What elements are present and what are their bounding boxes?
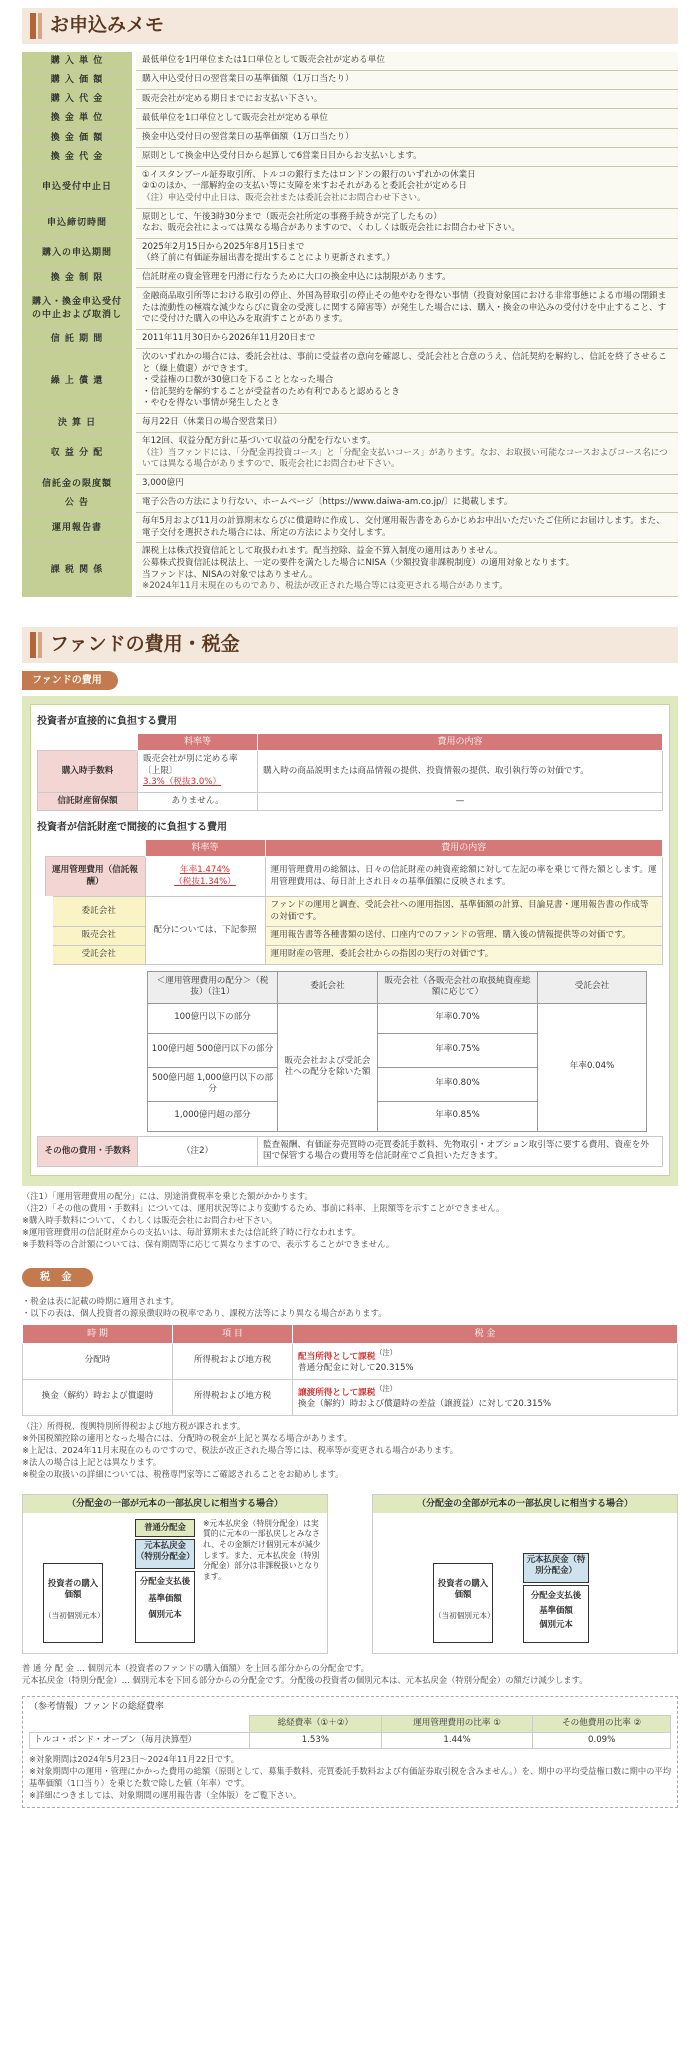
memo-value-line: （終了前に有価証券届出書を提出することにより更新されます。） [142,253,395,264]
note-line: ・税金は表に記載の時期に適用されます。 [22,1296,179,1307]
retention-rate: ありません。 [138,792,258,811]
col-content-header: 費用の内容 [265,839,663,856]
memo-value-line: 原則として換金申込受付日から起算して6営業日目からお支払いします。 [142,150,422,161]
memo-value [134,71,678,90]
tax-row-item: 所得税および地方税 [173,1379,293,1415]
ref-h0 [30,1716,250,1733]
memo-value-line: 2025年2月15日から2025年8月15日まで [142,241,305,252]
memo-value [134,269,678,288]
def-refund: 元本払戻金（特別分配金）… 個別元本を下回る部分からの分配金です。分配後の投資者の個別元本は、元本払戻金（特別分配金）の額だけ減少します。 [22,1674,588,1685]
memo-value [134,513,678,543]
memo-row [22,288,678,330]
memo-key: 公 告 [22,494,134,513]
memo-key: 申込締切時間 [22,208,134,238]
retention-label: 信託財産留保額 [38,792,138,811]
other-fee-rate: （注2） [138,1136,258,1166]
diagram-partial [22,1494,328,1654]
purchase-fee-content: 購入時の商品説明または商品情報の提供、投資情報の提供、取引執行等の対価です。 [258,750,663,792]
memo-value-line: 毎月22日（休業日の場合翌営業日） [142,417,282,428]
alloc-table [147,971,647,1132]
ref-box [22,1696,678,1808]
fees-title: ファンドの費用・税金 [50,632,240,655]
purchase-fee-cap: 〔上限〕 [143,765,178,776]
memo-value-line: ・信託契約を解約することが受益者のため有利であると認めるとき [142,386,400,397]
ref-h1: 総経費率（①＋②） [250,1716,382,1733]
alloc-hanbai-rate: 年率0.70% [378,1003,538,1033]
diagram-right-body [373,1513,677,1653]
memo-table [22,52,678,597]
diagram-left-title: （分配金の一部が元本の一部払戻しに相当する場合） [23,1495,327,1513]
memo-row [22,52,678,71]
note-line: ※法人の場合は上記とは異なります。 [22,1456,162,1467]
tax-row-tax [293,1343,678,1379]
fund-fees-tab: ファンドの費用 [22,671,118,691]
memo-value-line: なお、販売会社によっては異なる場合がありますので、くわしくは販売会社にお問合わせ下さい。 [142,223,520,234]
alloc-hanbai-rate: 年率0.75% [378,1033,538,1067]
tax-row-when: 換金（解約）時および償還時 [23,1379,173,1415]
memo-value-line: ・やむを得ない事情が発生したとき [142,398,280,409]
note-line: （注2）「その他の費用・手数料」については、運用状況等により変動するため、事前に料率、上限額等を示すことができません。 [22,1202,505,1213]
memo-row [22,238,678,268]
memo-value [134,109,678,128]
memo-value-line: ②①のほか、一部解約金の支払い等に支障を来すおそれがあると委託会社が定める日 [142,181,467,192]
alloc-tier: 100億円超 500億円以下の部分 [148,1033,278,1067]
memo-value-line: ①イスタンブール証券取引所、トルコの銀行またはロンドンの銀行のいずれかの休業日 [142,169,476,180]
memo-row [22,349,678,414]
memo-value [134,349,678,414]
ref-notes [29,1753,671,1801]
tax-rate-text: 普通分配金に対して20.315% [298,1363,414,1374]
indirect-fees-title: 投資者が信託財産で間接的に負担する費用 [37,822,227,834]
memo-key: 購 入 価 額 [22,71,134,90]
after-dist-label: 分配金支払後 [139,1575,191,1586]
alloc-h2: 委託会社 [278,971,378,1003]
alloc-note: 配分については、下記参照 [145,897,265,964]
tax-type: 譲渡所得として課税 [298,1387,376,1398]
tax-header-item: 項 目 [173,1324,293,1343]
memo-value-line: ※2024年11月末現在のものであり、税法が改正された場合等には変更される場合があります。 [142,581,508,592]
mgmt-fee-rate-value: 年率1.474% [180,864,230,875]
memo-value-line: 電子公告の方法により行ない、ホームページ〔https://www.daiwa-am.co.jp/〕に掲載します。 [142,497,513,508]
alloc-itaku: 販売会社および受託会社への配分を除いた額 [278,1003,378,1131]
tax-sup: （注） [375,1383,397,1393]
party-itaku-label: 委託会社 [45,897,145,927]
memo-value [134,288,678,330]
tax-row-item: 所得税および地方税 [173,1343,293,1379]
party-jutaku-label: 受託会社 [45,945,145,964]
tax-header-tax: 税 金 [293,1324,678,1343]
tax-sup: （注） [375,1347,397,1357]
memo-value [134,166,678,208]
memo-value-line: 年12回、収益分配方針に基づいて収益の分配を行ないます。 [142,436,376,447]
memo-key: 課 税 関 係 [22,543,134,596]
memo-value [134,52,678,71]
other-fee-label: その他の費用・手数料 [38,1136,138,1166]
other-fee-table [37,1136,663,1167]
memo-value [134,90,678,109]
alloc-h3: 販売会社（各販売会社の取扱純資産総額に応じて） [378,971,538,1003]
memo-value-line: 毎年5月および11月の計算期末ならびに償還時に作成し、交付運用報告書をあらかじめお申出いただいたご住所にお届けします。また、電子交付を選択された場合には、所定の方法により交付します。 [142,516,665,538]
note-line: ※外国税額控除の適用となった場合には、分配時の税金が上記と異なる場合があります。 [22,1432,352,1443]
memo-key: 換 金 単 位 [22,109,134,128]
purchase-fee-rate [138,750,258,792]
alloc-tier: 1,000億円超の部分 [148,1101,278,1131]
title-bar-accent-icon [38,13,42,39]
alloc-h1: ＜運用管理費用の配分＞（税抜）（注1） [148,971,278,1003]
memo-value-line: 金融商品取引所等における取引の停止、外国為替取引の停止その他やむを得ない事情（投資対象国における非常事態による市場の閉鎖または流動性の極端な減少ならびに資金の受渡しに関する障害等）が発生した場合には、購入・換金の申込みの受付けを中止すること、すでに受付けた購入の申込みを取消すことがあります。 [142,291,667,325]
memo-value [134,494,678,513]
nav-label: 基準価額 [539,1605,573,1616]
indirect-fee-table [37,839,663,965]
memo-row [22,543,678,596]
col-content-header: 費用の内容 [258,733,663,750]
memo-key: 購入・換金申込受付の中止および取消し [22,288,134,330]
tax-row-when: 分配時 [23,1343,173,1379]
note-line: ※上記は、2024年11月末現在のものですので、税法が改正された場合等には、税率等が変更される場合があります。 [22,1444,459,1455]
purchase-price-label: 投資者の購入価額 [47,1577,99,1600]
col-rate-header: 料率等 [145,839,265,856]
alloc-hanbai-rate: 年率0.80% [378,1067,538,1101]
party-itaku-content: ファンドの運用と調査、受託会社への運用指図、基準価額の計算、目論見書・運用報告書の作成等の対価です。 [265,897,663,927]
memo-row [22,269,678,288]
fee-box [22,696,678,1186]
other-fee-content: 監査報酬、有価証券売買時の売買委託手数料、先物取引・オプション取引等に要する費用、資産を外国で保管する場合の費用等を信託財産でご負担いただきます。 [258,1136,663,1166]
diagram-full [372,1494,678,1654]
tax-bullets [22,1295,678,1319]
memo-value-line: 信託財産の資金管理を円滑に行なうために大口の換金申込には制限があります。 [142,272,451,283]
individual-label: （当初個別元本） [434,1610,495,1620]
note-line: ・以下の表は、個人投資者の源泉徴収時の税率であり、課税方法等により異なる場合があります。 [22,1308,387,1319]
memo-value-line: 購入申込受付日の翌営業日の基準価額（1万口当たり） [142,74,354,85]
memo-value-line: （注）申込受付中止日は、販売会社または委託会社にお問合わせ下さい。 [142,193,426,204]
diagram-right-title: （分配金の全部が元本の一部払戻しに相当する場合） [373,1495,677,1513]
memo-value-line: 公募株式投資信託は税法上、一定の要件を満たした場合にNISA（少額投資非課税制度）の適用対象となります。 [142,558,575,569]
memo-value-line: 2011年11月30日から2026年11月20日まで [142,333,316,344]
nav-label: 基準価額 [148,1593,182,1604]
memo-key: 購 入 代 金 [22,90,134,109]
alloc-hanbai-rate: 年率0.85% [378,1101,538,1131]
memo-row [22,166,678,208]
party-hanbai-content: 運用報告書等各種書類の送付、口座内でのファンドの管理、購入後の情報提供等の対価です。 [265,927,663,946]
left-after-box [135,1571,195,1643]
ref-mgmt: 1.44% [381,1732,533,1749]
note-line: ※運用管理費用の信託財産からの支払いは、毎計算期末または信託終了時に行なわれます。 [22,1226,361,1237]
party-hanbai-label: 販売会社 [45,927,145,946]
memo-value [134,433,678,475]
left-note: ※元本払戻金（特別分配金）は実質的に元本の一部払戻しとみなされ、その金額だけ個別元本が減少します。また、元本払戻金（特別分配金）部分は非課税扱いとなります。 [203,1518,321,1581]
note-line: （注）所得税、復興特別所得税および地方税が課されます。 [22,1420,246,1431]
memo-row [22,147,678,166]
mgmt-fee-rate [145,856,265,896]
memo-value-line: 3,000億円 [142,478,184,489]
memo-value [134,208,678,238]
memo-value [134,329,678,348]
principal-refund-box: 元本払戻金（特別分配金） [523,1553,589,1583]
tax-type: 配当所得として課税 [298,1351,376,1362]
tax-rate-text: 換金（解約）時および償還時の差益（譲渡益）に対して20.315% [298,1399,552,1410]
memo-value [134,474,678,493]
mgmt-fee-rate-ex-tax: （税抜1.34%） [174,876,236,887]
alloc-jutaku-rate: 年率0.04% [538,1003,647,1131]
memo-value [134,238,678,268]
memo-value-line: 当ファンドは、NISAの対象ではありません。 [142,569,318,580]
memo-key: 購 入 単 位 [22,52,134,71]
indiv-principal-label: 個別元本 [539,1618,573,1629]
memo-key: 繰 上 償 還 [22,349,134,414]
memo-row [22,474,678,493]
memo-row [22,71,678,90]
ref-h2: 運用管理費用の比率 ① [381,1716,533,1733]
memo-title: お申込みメモ [50,14,165,37]
tax-notes [22,1420,678,1480]
fee-inner [30,704,670,1176]
party-jutaku-content: 運用財産の管理、委託会社からの指図の実行の対価です。 [265,945,663,964]
fee-notes [22,1190,678,1250]
tax-label: 税 金 [22,1268,93,1288]
right-after-box [523,1585,589,1643]
memo-row [22,128,678,147]
after-dist-label: 分配金支払後 [530,1589,582,1600]
ref-other: 0.09% [533,1732,671,1749]
ref-fund-name: トルコ・ボンド・オープン（毎月決算型） [30,1732,250,1749]
def-normal: 普 通 分 配 金 … 個別元本（投資者のファンドの購入価額）を上回る部分からの分配金です。 [22,1662,369,1673]
fees-section-title [22,627,678,663]
tax-table [22,1324,678,1416]
memo-key: 申込受付中止日 [22,166,134,208]
direct-fee-table [37,733,663,812]
memo-value [134,128,678,147]
alloc-h4: 受託会社 [538,971,647,1003]
memo-value-line: 換金申込受付日の翌営業日の基準価額（1万口当たり） [142,131,354,142]
note-line: ※対象期間中の運用・管理にかかった費用の総額（原則として、募集手数料、売買委託手数料および有価証券取引税を含みません。）を、期中の平均受益権口数に期中の平均基準価額（1口当り）を乗じた数で除した値（年率）です。 [29,1766,672,1789]
memo-value-line: （注）当ファンドには、「分配金再投資コース」と「分配金支払いコース」があります。なお、お取扱い可能なコースおよびコース名については異なる場合がありますので、販売会社にお問合わせ下さい。 [142,447,668,470]
memo-value [134,543,678,596]
mgmt-fee-content: 運用管理費用の総額は、日々の信託財産の純資産総額に対して左記の率を乗じて得た額とします。運用管理費用は、毎日計上され日々の基準価額に反映されます。 [265,856,663,896]
memo-row [22,414,678,433]
memo-key: 収 益 分 配 [22,433,134,475]
note-line: （注1）「運用管理費用の配分」には、別途消費税率を乗じた額がかかります。 [22,1190,313,1201]
memo-key: 信 託 期 間 [22,329,134,348]
ref-h3: その他費用の比率 ② [533,1716,671,1733]
individual-label: （当初個別元本） [44,1610,105,1620]
memo-value-line: 最低単位を1円単位または1口単位として販売会社が定める単位 [142,55,385,66]
col-rate-header: 料率等 [138,733,258,750]
memo-value-line: 最低単位を1口単位として販売会社が定める単位 [142,112,328,123]
memo-key: 信託金の限度額 [22,474,134,493]
alloc-tier: 500億円超 1,000億円以下の部分 [148,1067,278,1101]
memo-value-line: 販売会社が定める期日までにお支払い下さい。 [142,93,323,104]
memo-value-line: ・受益権の口数が30億口を下ることとなった場合 [142,375,334,386]
memo-key: 購入の申込期間 [22,238,134,268]
title-bar-accent-icon [38,632,42,658]
memo-value-line: 課税上は株式投資信託として取扱われます。配当控除、益金不算入制度の適用はありません。 [142,546,503,557]
distribution-diagrams [22,1494,678,1654]
purchase-fee-rate-line1: 販売会社が別に定める率 [143,753,238,764]
retention-content: — [258,792,663,811]
mgmt-fee-label: 運用管理費用（信託報酬） [45,856,145,896]
memo-value [134,147,678,166]
normal-dist-box: 普通分配金 [135,1519,195,1537]
memo-row [22,433,678,475]
tax-header-when: 時 期 [23,1324,173,1343]
diagram-left-body [23,1513,327,1653]
memo-row [22,90,678,109]
memo-value-line: 次のいずれかの場合には、委託会社は、事前に受益者の意向を確認し、受託会社と合意のうえ、信託契約を解約し、信託を終了させること（繰上償還）ができます。 [142,352,667,374]
principal-refund-box: 元本払戻金（特別分配金） [135,1539,195,1569]
memo-section-title [22,8,678,44]
tax-row-tax [293,1379,678,1415]
title-bar-icon [30,13,36,39]
memo-key: 決 算 日 [22,414,134,433]
indiv-principal-label: 個別元本 [148,1608,182,1619]
memo-row [22,329,678,348]
memo-row [22,494,678,513]
alloc-tier: 100億円以下の部分 [148,1003,278,1033]
title-bar-icon [30,632,36,658]
ref-total: 1.53% [250,1732,382,1749]
purchase-fee-label: 購入時手数料 [38,750,138,792]
direct-fees-title: 投資者が直接的に負担する費用 [37,716,177,728]
memo-key: 運用報告書 [22,513,134,543]
memo-row [22,513,678,543]
ref-title: （参考情報）ファンドの総経費率 [29,1701,164,1712]
memo-value [134,414,678,433]
memo-key: 換 金 価 額 [22,128,134,147]
note-line: ※対象期間は2024年5月23日～2024年11月22日です。 [29,1754,239,1765]
note-line: ※購入時手数料について、くわしくは販売会社にお問合わせ下さい。 [22,1214,278,1225]
memo-key: 換 金 制 限 [22,269,134,288]
purchase-fee-rate-value: 3.3%（税抜3.0%） [143,777,222,788]
note-line: ※税金の取扱いの詳細については、税務専門家等にご確認されることをお勧めします。 [22,1468,344,1479]
memo-key: 換 金 代 金 [22,147,134,166]
note-line: ※詳細につきましては、対象期間の運用報告書（全体版）をご覧下さい。 [29,1790,302,1801]
dist-definitions [22,1662,678,1686]
note-line: ※手数料等の合計額については、保有期間等に応じて異なりますので、表示することができません。 [22,1238,395,1249]
memo-value-line: 原則として、午後3時30分まで（販売会社所定の事務手続きが完了したもの） [142,211,442,222]
ref-table [29,1715,671,1749]
memo-row [22,109,678,128]
purchase-price-label: 投資者の購入価額 [437,1577,489,1600]
right-purchase-box [433,1563,493,1643]
memo-row [22,208,678,238]
left-purchase-box [43,1563,103,1643]
